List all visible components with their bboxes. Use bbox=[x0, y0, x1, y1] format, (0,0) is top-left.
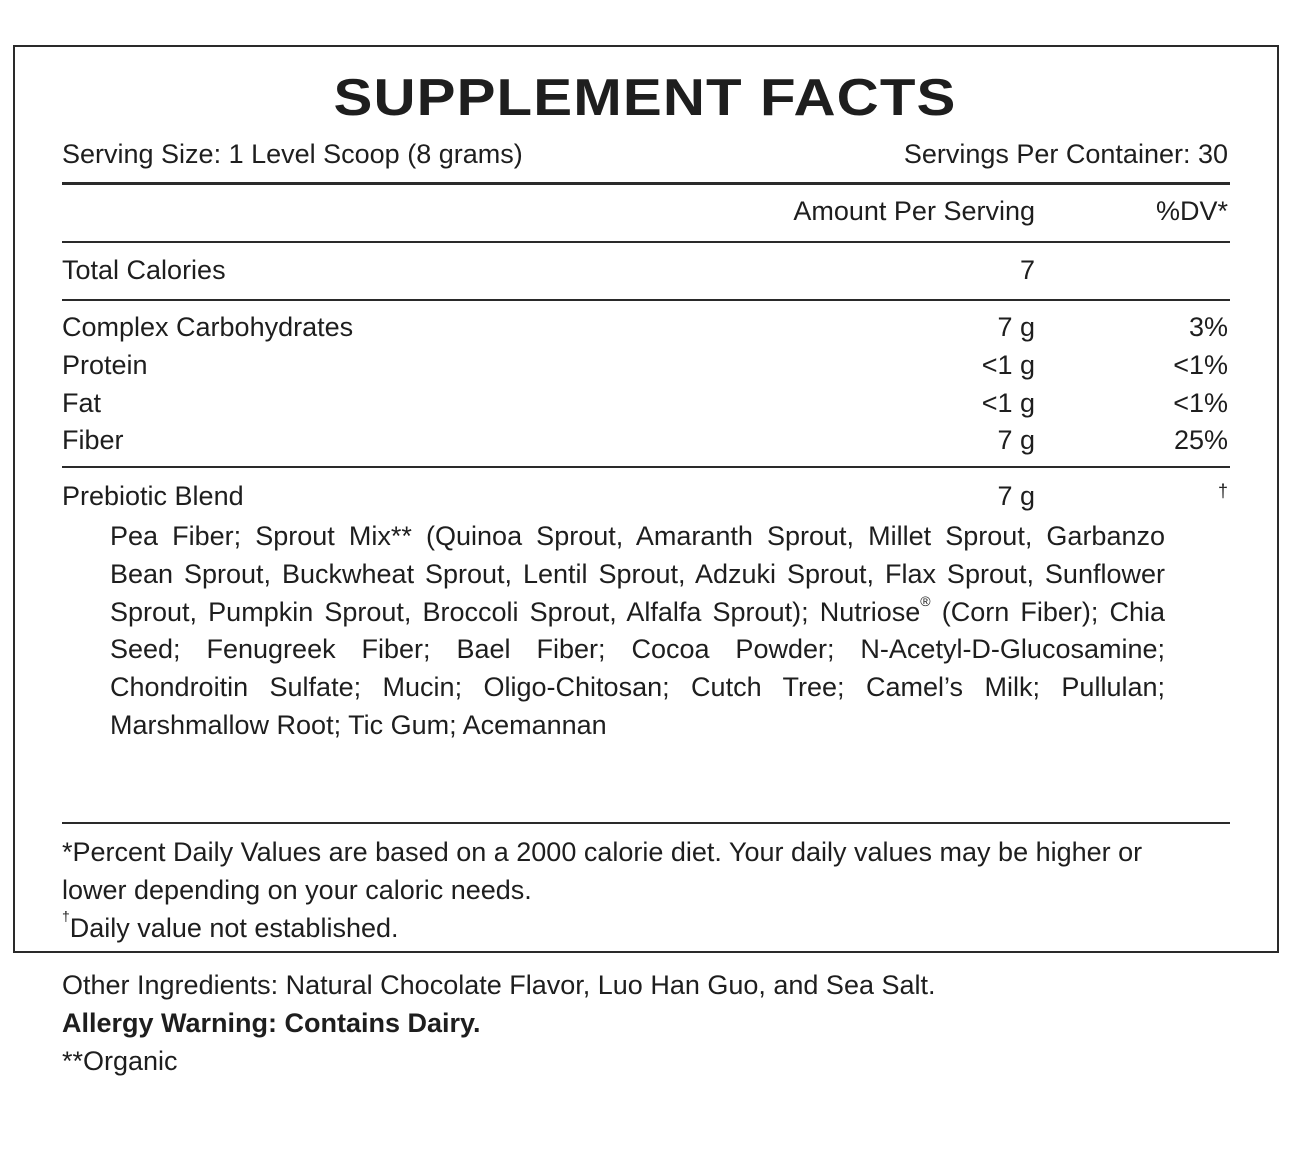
blend-ingredients bbox=[110, 518, 1165, 745]
nutrient-amount: <1 g bbox=[981, 350, 1035, 380]
calories-label: Total Calories bbox=[62, 255, 226, 285]
nutrient-label: Fat bbox=[62, 388, 102, 418]
nutrient-label: Complex Carbohydrates bbox=[62, 312, 354, 342]
dv-footnote: *Percent Daily Values are based on a 2000 calorie diet. Your daily values may be higher or lower depending on your caloric needs. bbox=[62, 837, 1143, 905]
divider bbox=[62, 822, 1230, 824]
nutrient-dv: <1% bbox=[1173, 388, 1228, 418]
header-amount: Amount Per Serving bbox=[793, 196, 1035, 226]
dagger-note: Daily value not established. bbox=[69, 913, 399, 943]
nutrient-dv: 25% bbox=[1173, 425, 1228, 455]
calories-amount: 7 bbox=[1019, 255, 1035, 285]
divider bbox=[62, 182, 1230, 185]
allergy-warning: Allergy Warning: Contains Dairy. bbox=[62, 1008, 481, 1038]
organic-note: **Organic bbox=[62, 1046, 178, 1076]
blend-amount: 7 g bbox=[997, 481, 1035, 511]
divider bbox=[62, 299, 1230, 301]
nutrient-amount: 7 g bbox=[997, 425, 1035, 455]
divider bbox=[62, 241, 1230, 243]
footnotes bbox=[62, 833, 1172, 947]
nutrient-dv: <1% bbox=[1173, 350, 1228, 380]
ingredients-text: (Corn Fiber); Chia Seed; Fenugreek Fiber; Bael Fiber; Cocoa Powder; N-Acetyl-D-Glucosamine; Chondroitin Sulfate; Mucin; Oligo-Chitosan; Cutch Tree; Camel’s Milk; Pullulan; Marshmallow Root; Tic Gum; Acemannan bbox=[110, 596, 1166, 740]
nutrient-dv: 3% bbox=[1188, 312, 1228, 342]
serving-size: Serving Size: 1 Level Scoop (8 grams) bbox=[62, 139, 523, 169]
ingredients-text: Pea Fiber; Sprout Mix** (Quinoa Sprout, Amaranth Sprout, Millet Sprout, Garbanzo Bean Sprout, Buckwheat Sprout, Lentil Sprout, Adzuki Sprout, Flax Sprout, Sunflower Sprout, Pumpkin Sprout, Broccoli Sprout, Alfalfa Sprout); Nutriose bbox=[110, 521, 1165, 627]
header-dv: %DV* bbox=[1155, 196, 1228, 226]
nutrient-amount: <1 g bbox=[981, 388, 1035, 418]
blend-dv: † bbox=[1217, 481, 1228, 501]
panel-title: SUPPLEMENT FACTS bbox=[333, 69, 957, 127]
dagger-footnote bbox=[62, 909, 1172, 947]
servings-per-container: Servings Per Container: 30 bbox=[903, 139, 1228, 169]
blend-label: Prebiotic Blend bbox=[62, 481, 244, 511]
nutrient-amount: 7 g bbox=[997, 312, 1035, 342]
nutrient-label: Protein bbox=[62, 350, 148, 380]
other-ingredients: Other Ingredients: Natural Chocolate Flavor, Luo Han Guo, and Sea Salt. bbox=[62, 970, 936, 1000]
nutrient-label: Fiber bbox=[62, 425, 124, 455]
dagger-mark: † bbox=[62, 908, 70, 924]
registered-mark: ® bbox=[920, 592, 931, 609]
below-panel-notes bbox=[62, 966, 936, 1080]
divider bbox=[62, 466, 1230, 468]
